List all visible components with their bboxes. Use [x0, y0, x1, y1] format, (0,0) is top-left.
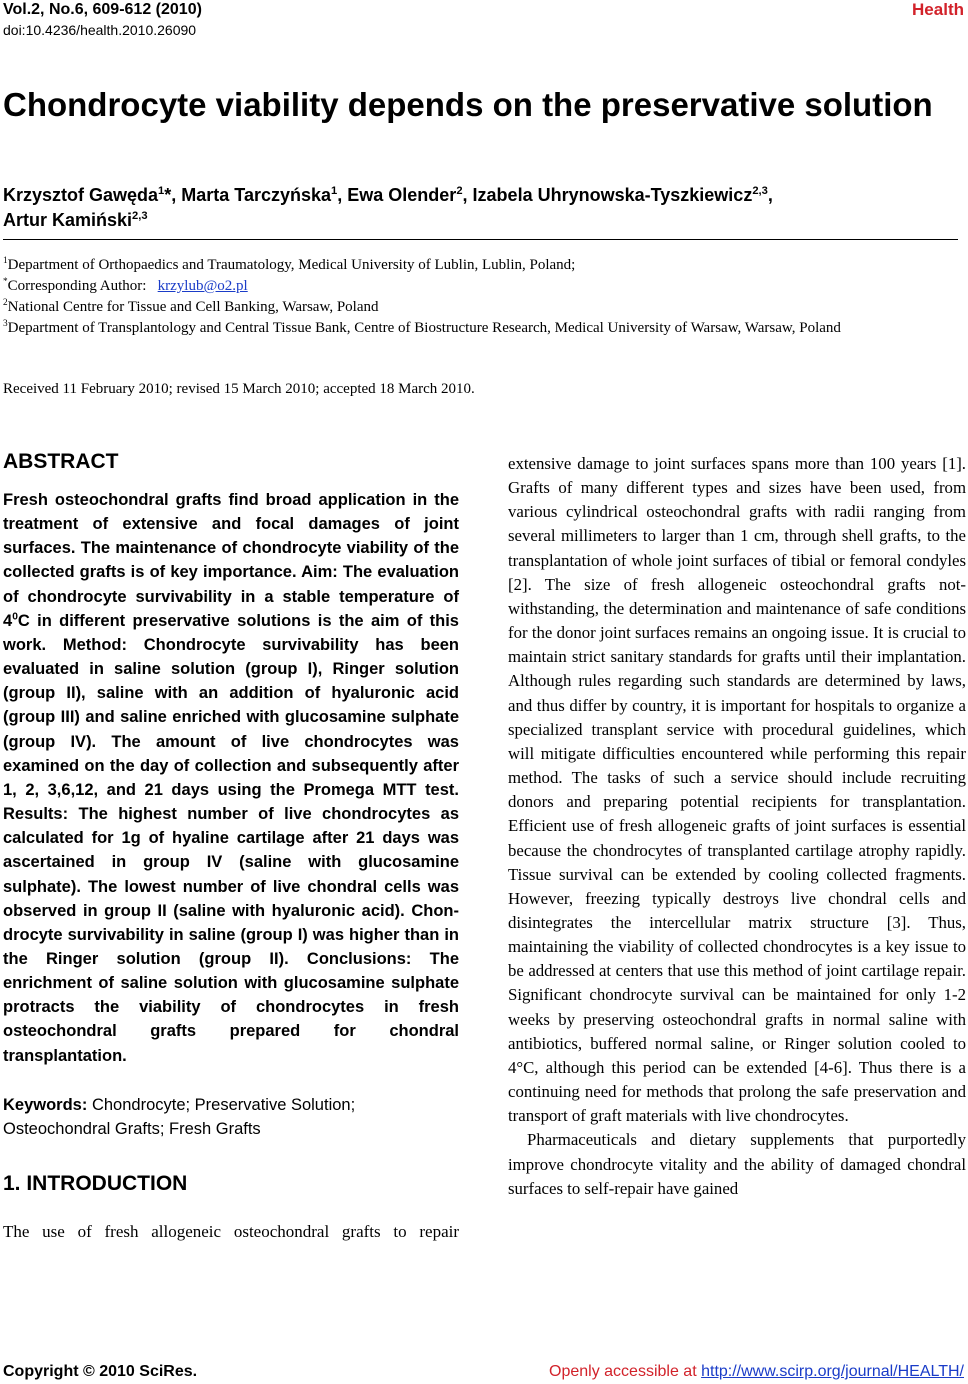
affiliation-mark: 2 — [3, 298, 8, 308]
author-separator: , — [337, 185, 348, 205]
paper-title: Chondrocyte viability depends on the preservative solution — [3, 86, 933, 123]
keywords-text: Chondrocyte; Preservative Solution; Osteochondral Grafts; Fresh Grafts — [3, 1095, 356, 1138]
author-separator: *, — [164, 185, 182, 205]
affiliation-2 — [3, 297, 961, 318]
author-affiliation-mark: 2,3 — [132, 210, 148, 222]
running-header — [3, 0, 202, 40]
degree-superscript: 0 — [12, 611, 18, 623]
author-list — [3, 183, 958, 233]
abstract-heading: ABSTRACT — [3, 450, 119, 473]
received-dates: Received 11 February 2010; revised 15 March 2010; accepted 18 March 2010. — [3, 381, 475, 397]
corresponding-author — [3, 276, 961, 297]
introduction-text-start: The use of fresh allogeneic osteochondral grafts to repair — [3, 1221, 459, 1241]
author-separator: , — [462, 185, 473, 205]
affiliations — [3, 255, 961, 339]
author-name: Izabela Uhrynowska-Tyszkiewicz — [472, 185, 753, 205]
author-name: Krzysztof Gawęda — [3, 185, 159, 205]
access-text: Openly accessible at — [549, 1363, 697, 1380]
copyright: Copyright © 2010 SciRes. — [3, 1363, 198, 1380]
author-affiliation-mark: 2 — [456, 185, 463, 197]
affiliation-text: Department of Orthopaedics and Traumatology, Medical University of Lublin, Lublin, Poland; — [7, 257, 576, 273]
affiliation-text: National Centre for Tissue and Cell Banking, Warsaw, Poland — [7, 299, 379, 315]
journal-name: Health — [912, 0, 964, 19]
affiliation-1 — [3, 255, 961, 276]
affiliation-mark: 3 — [3, 319, 8, 329]
author-name: Marta Tarczyńska — [181, 185, 332, 205]
affiliation-mark: * — [3, 277, 8, 287]
author-affiliation-mark: 2,3 — [752, 185, 768, 197]
affiliation-mark: 1 — [3, 256, 8, 266]
author-name: Ewa Olender — [347, 185, 457, 205]
affiliation-3 — [3, 318, 961, 339]
volume-info: Vol.2, No.6, 609-612 (2010) — [3, 1, 202, 18]
open-access-notice — [549, 1363, 964, 1381]
journal-url-link[interactable]: http://www.scirp.org/journal/HEALTH/ — [701, 1363, 964, 1380]
keywords — [3, 1093, 459, 1141]
corresponding-label: Corresponding Author: — [7, 278, 147, 294]
right-column — [508, 452, 966, 1201]
abstract-text: Fresh osteochondral grafts find broad application in the treatment of extensive and focal damages of joint surfaces. The maintenance of chondrocyte viability of the collected grafts is of key importance. Aim: The evaluation of chondrocyte survivability in a stable temperature of 4 — [3, 491, 459, 630]
introduction-heading: 1. INTRODUCTION — [3, 1171, 188, 1195]
doi: doi:10.4236/health.2010.26090 — [3, 22, 197, 38]
introduction-paragraph: Pharmaceuticals and dietary supplements that purportedly improve chondrocyte vitality and the ability of damaged chondral surfaces to self-repair have gained — [508, 1130, 966, 1198]
abstract-text: C in different preservative solutions is the aim of this work. Method: Chondrocyte survivability has been evaluated in saline solution (group I), Ringer solution (group II), saline with an addition of hyaluronic acid (group III) and saline enriched with glucosamine sulphate (group IV). The amount of live chondrocytes was examined on the day of collection and subsequently after 1, 2, 3,6,12, and 21 days using the Promega MTT test. Results: The highest number of live chondrocytes as calculated for 1g of hyaline cartilage after 21 days was ascertained in group IV (saline with glucosamine sulphate). The lowest number of live chondral cells was observed in group II (saline with hyaluronic acid). Chondrocyte survivability in saline (group I) was higher than in the Ringer solution (group II). Conclusions: The enrichment of saline solution with glucosamine sulphate protracts the viability of chondrocytes in fresh osteochondral grafts prepared for chondral transplantation. — [3, 611, 459, 1065]
header-rule — [3, 239, 958, 240]
left-column — [3, 450, 459, 1244]
introduction-paragraph: extensive damage to joint surfaces spans more than 100 years [1]. Grafts of many different types and sizes have been used, from various cylindrical osteochondral grafts with radii ranging from several millimeters to larger than 1 cm, through shell grafts, to the transplantation of whole joint surfaces of tibial or femoral condyles [2]. The size of fresh allogeneic osteochondral grafts notwithstanding, the determination and maintenance of safe conditions for the donor joint surfaces remains an ongoing issue. It is crucial to maintain strict sanitary standards for grafts until their implantation. Although rules regarding such standards are determined by laws, and thus differ by country, it is important for hospitals to organize a specialized transplant service with procedural guidelines, which will mitigate difficulties encountered while performing this repair method. The tasks of such a service should include recruiting donors and preparing potential recipients for transplantation. Efficient use of fresh allogeneic grafts of joint surfaces is essential because the chondrocytes of transplanted cartilage atrophy rapidly. Tissue survival can be extended by cooling collected fragments. However, freezing typically destroys live chondral cells and disintegrates the intercellular matrix structure [3]. Thus, maintaining the viability of collected chondrocytes is a key issue to be addressed at centers that use this method of joint cartilage repair. Significant chondrocyte survival can be maintained for only 1-2 weeks by preserving osteochondral grafts in normal saline with antibiotics, buffered normal saline, or Ringer solution cooled to 4°C, although this period can be extended [4-6]. Thus there is a continuing need for methods that prolong the safe preservation and transport of graft materials with live chondrocytes. — [508, 454, 966, 1126]
author-name: Artur Kamiński — [3, 210, 133, 230]
abstract-body — [3, 488, 459, 1068]
author-separator: , — [767, 185, 773, 205]
author-affiliation-mark: 1 — [331, 185, 338, 197]
author-affiliation-mark: 1 — [158, 185, 165, 197]
affiliation-text: Department of Transplantology and Central Tissue Bank, Centre of Biostructure Research, Medical University of Warsaw, Warsaw, Poland — [7, 320, 841, 336]
email-link[interactable]: krzylub@o2.pl — [157, 278, 248, 294]
keywords-label: Keywords: — [3, 1095, 88, 1114]
